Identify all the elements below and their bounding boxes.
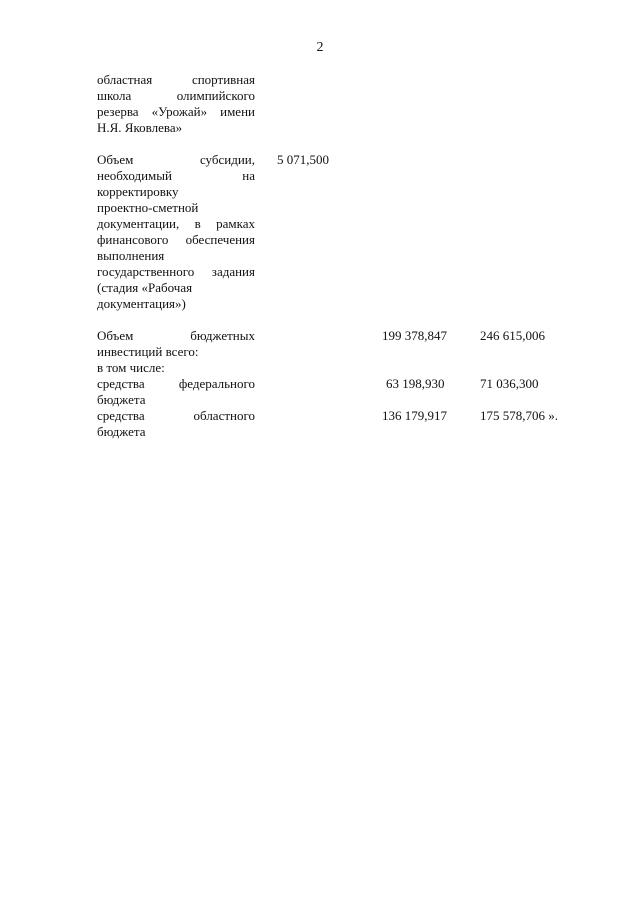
page-number: 2 [316, 40, 324, 55]
text-line: необходимый на [97, 168, 255, 183]
text-line: средства областного [97, 408, 255, 423]
text-line: Н.Я. Яковлева» [97, 120, 183, 135]
text-line: бюджета [97, 424, 146, 439]
text-line: бюджета [97, 392, 146, 407]
investments-total-col3: 246 615,006 [480, 328, 545, 343]
federal-budget-col2: 63 198,930 [386, 376, 445, 391]
text-line: Объем бюджетных [97, 328, 255, 343]
text-line: областная спортивная [97, 72, 255, 87]
including-label: в том числе: [97, 360, 165, 375]
regional-budget-label [97, 408, 255, 440]
text-line: документация») [97, 296, 186, 311]
text-line: школа олимпийского [97, 88, 255, 103]
text-line: проектно-сметной [97, 200, 199, 215]
regional-budget-col3: 175 578,706 ». [480, 408, 558, 423]
text-line: корректировку [97, 184, 179, 199]
text-line: государственного задания [97, 264, 255, 279]
text-line: средства федерального [97, 376, 255, 391]
text-line: документации, в рамках [97, 216, 255, 231]
regional-budget-col2: 136 179,917 [382, 408, 447, 423]
text-line: резерва «Урожай» имени [97, 104, 255, 119]
subsidy-value: 5 071,500 [277, 152, 329, 167]
federal-budget-label [97, 376, 255, 408]
federal-budget-col3: 71 036,300 [480, 376, 539, 391]
text-line: выполнения [97, 248, 165, 263]
text-line: инвестиций всего: [97, 344, 199, 359]
text-line: Объем субсидии, [97, 152, 255, 167]
institution-name-text [97, 72, 255, 136]
text-line: финансового обеспечения [97, 232, 255, 247]
subsidy-description [97, 152, 255, 312]
investments-total-label [97, 328, 255, 376]
text-line: (стадия «Рабочая [97, 280, 193, 295]
investments-total-col2: 199 378,847 [382, 328, 447, 343]
